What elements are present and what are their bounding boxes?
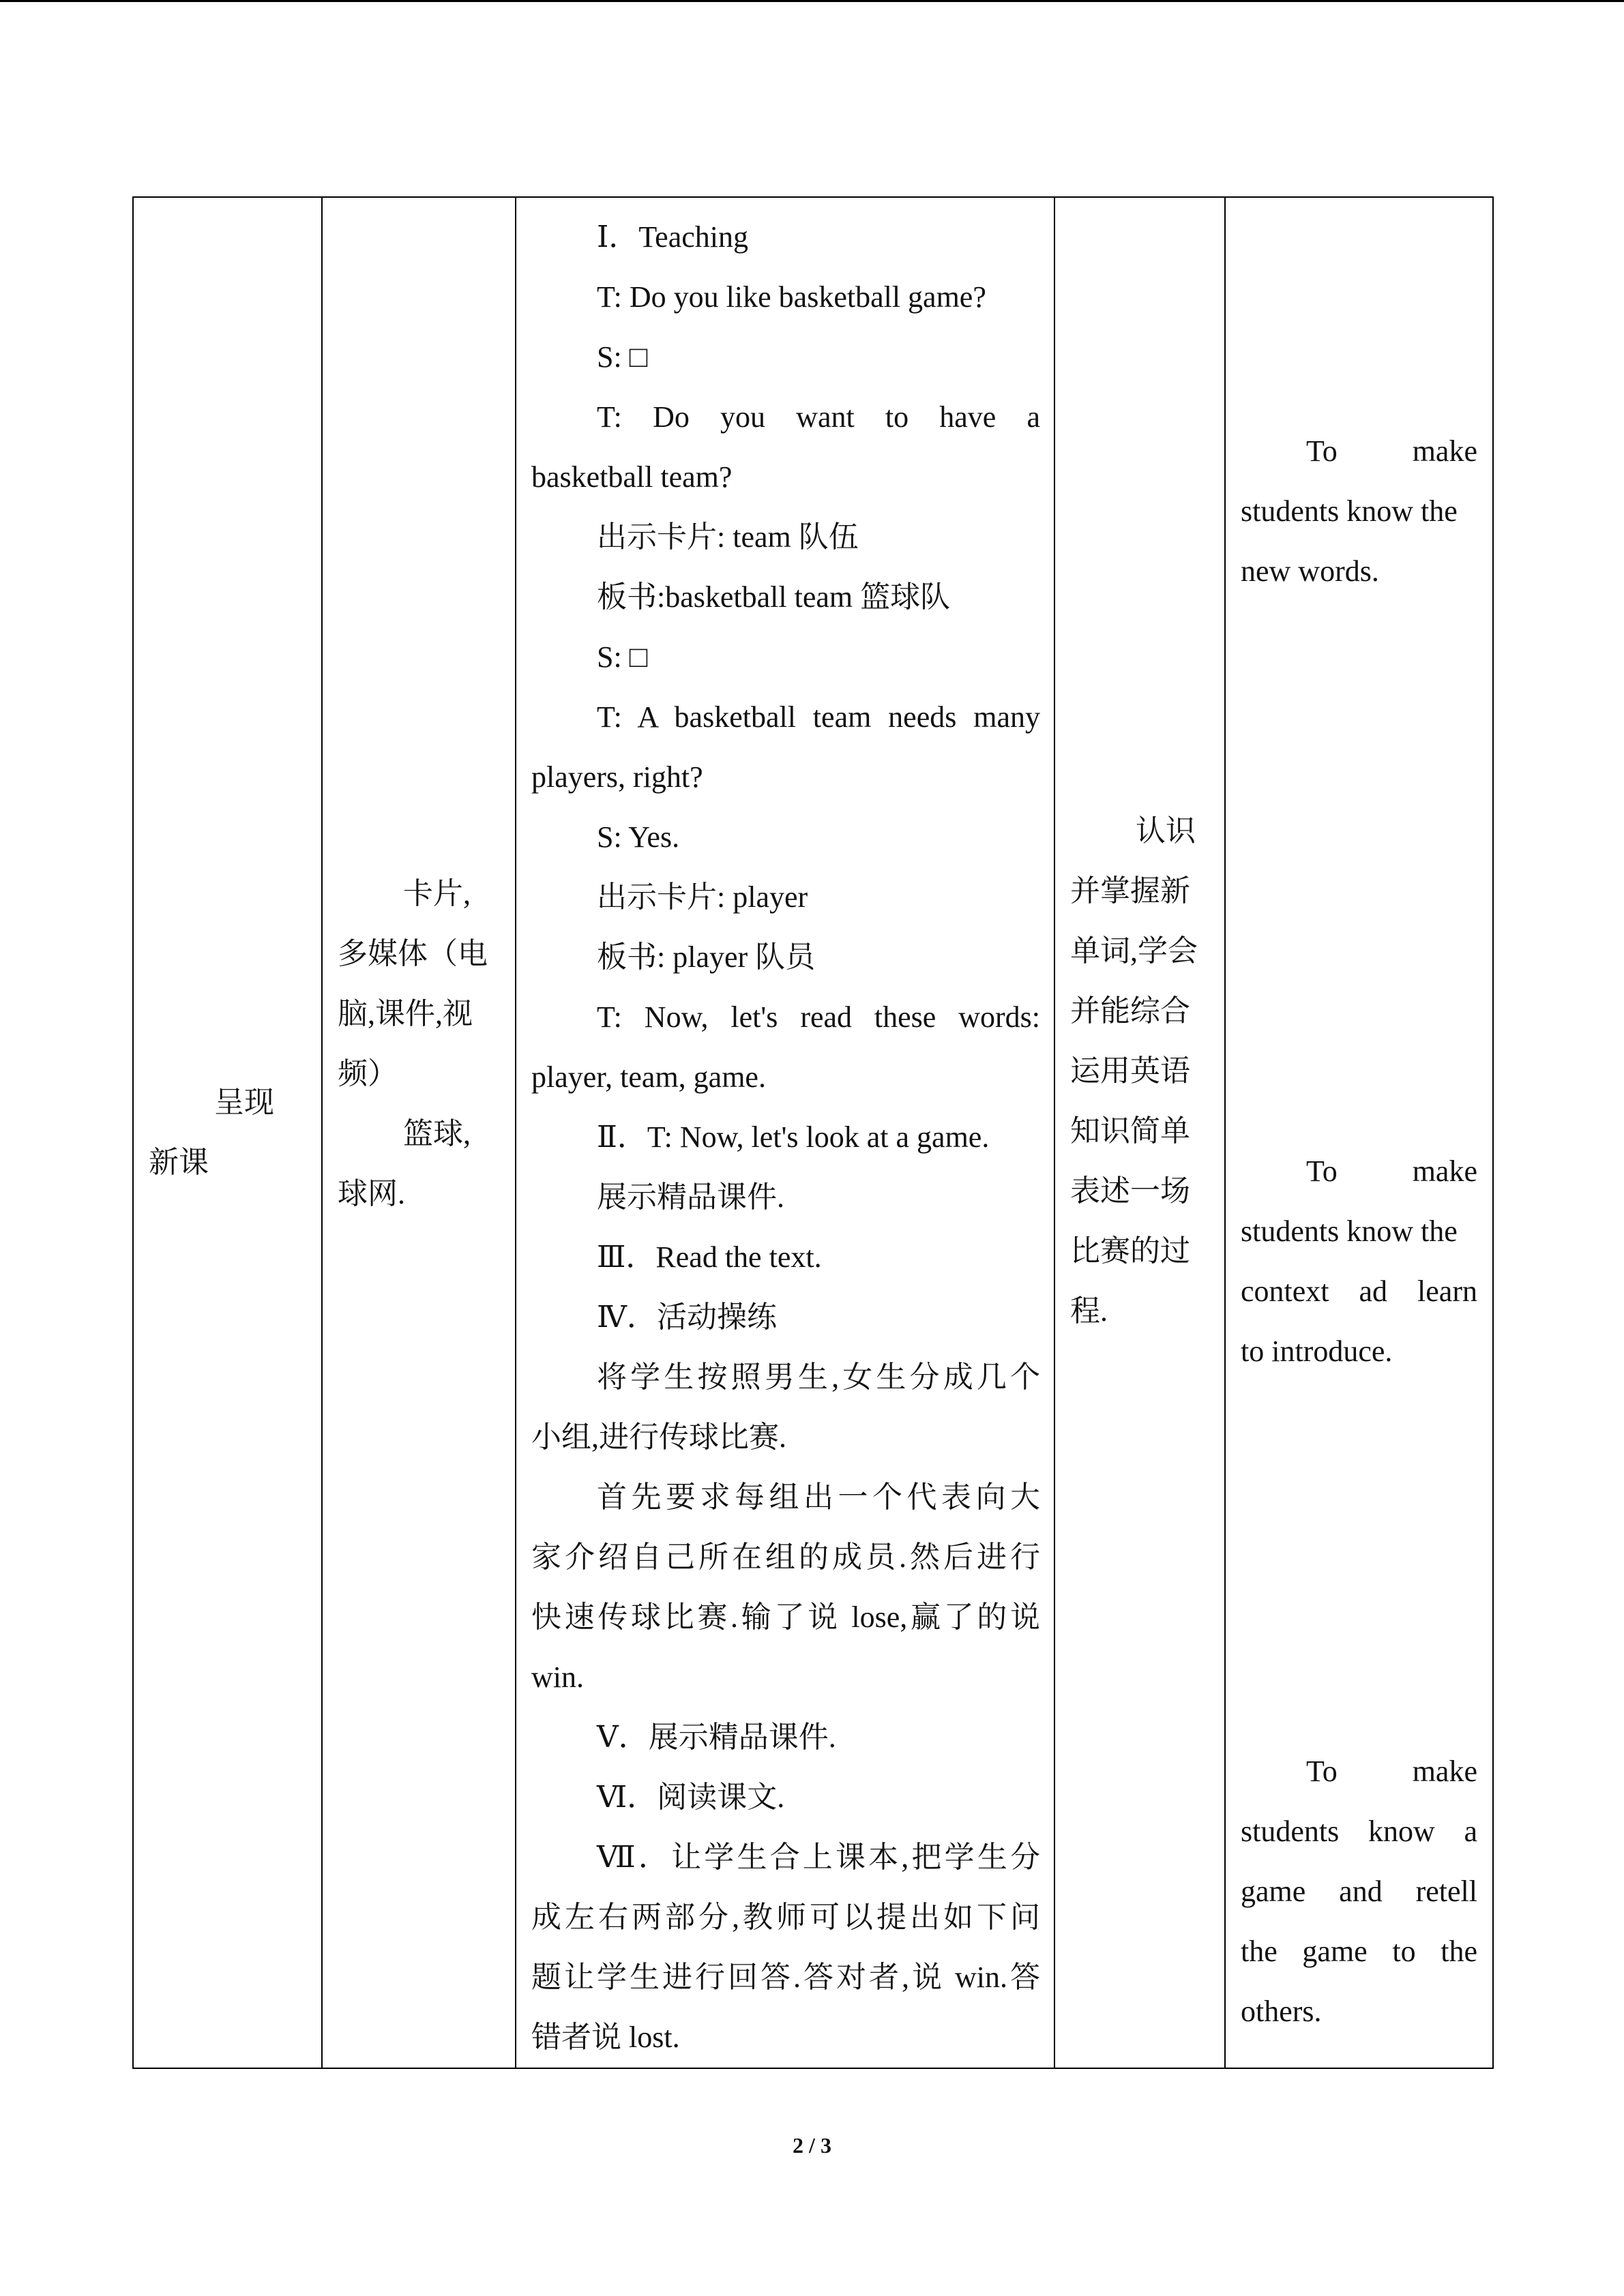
objective-line: To make [1306,1154,1477,1188]
aids-line: 篮球, [403,1117,471,1150]
process-line: 展示精品课件. [597,1180,784,1214]
intent-line: 程. [1070,1294,1108,1328]
intent-line: 并能综合 [1070,994,1190,1028]
objective-line: others. [1241,1995,1322,2028]
process-line: S: □ [597,640,648,674]
process-line: Ⅳ．活动操练 [597,1300,777,1334]
objective-line: the game to the [1241,1935,1477,1968]
objective-line: to introduce. [1241,1335,1393,1368]
process-line: Ⅱ．T: Now, let's look at a game. [597,1120,990,1154]
stage-line: 新课 [149,1146,209,1179]
process-line: win. [531,1660,584,1694]
aids-line: 多媒体（电 [338,937,488,970]
process-line: T: Now, let's read these words: [597,1000,1040,1034]
intent-line: 并掌握新 [1070,874,1190,908]
process-line: Ⅶ．让学生合上课本,把学生分 [597,1840,1040,1874]
objective-block [1241,1742,1477,2042]
process-line: 出示卡片: team 队伍 [597,520,859,554]
process-line: 小组,进行传球比赛. [531,1420,786,1454]
process-line: Ⅴ．展示精品课件. [597,1720,836,1754]
intent-line: 认识 [1136,814,1196,848]
process-line: player, team, game. [531,1060,766,1094]
stage-cell [133,197,322,2068]
process-line: Ⅵ．阅读课文. [597,1780,785,1814]
objective-line: students know the [1241,1214,1458,1248]
intent-line: 知识简单 [1070,1114,1190,1148]
process-line: 首先要求每组出一个代表向大 [597,1480,1040,1514]
aids-line: 卡片, [403,877,471,910]
objective-line: To make [1306,1755,1477,1788]
teaching-process-cell [516,197,1054,2068]
process-line: T: Do you want to have a [597,400,1040,434]
process-line: 快速传球比赛.输了说 lose,赢了的说 [531,1600,1040,1634]
process-line: players, right? [531,760,703,794]
process-line: 板书:basketball team 篮球队 [597,580,951,614]
process-line: 出示卡片: player [597,880,808,914]
teaching-aids-cell [322,197,516,2068]
process-line: 板书: player 队员 [597,940,816,974]
stage-line: 呈现 [214,1086,274,1119]
process-line: basketball team? [531,460,733,494]
top-border-line [0,0,1624,2]
process-line: Ⅲ．Read the text. [597,1240,822,1274]
process-line: T: Do you like basketball game? [597,280,986,314]
intent-line: 运用英语 [1070,1054,1190,1088]
lesson-plan-table [132,196,1494,2069]
page-number: 2 / 3 [793,2133,831,2158]
objective-line: students know the [1241,494,1458,528]
objective-block [1241,1142,1477,1382]
design-intent-cell [1054,197,1225,2068]
objectives-cell [1225,197,1493,2068]
objective-line: game and retell [1241,1875,1477,1908]
intent-line: 表述一场 [1070,1174,1190,1208]
process-line: T: A basketball team needs many [597,700,1040,734]
process-line: 家介绍自己所在组的成员.然后进行 [531,1540,1040,1574]
objective-line: context ad learn [1241,1274,1477,1308]
intent-line: 单词,学会 [1070,934,1198,968]
process-line: 成左右两部分,教师可以提出如下问 [531,1900,1040,1934]
process-line: 错者说 lost. [531,2021,680,2054]
aids-line: 脑,课件,视 [338,997,473,1030]
aids-line: 球网. [338,1177,405,1210]
objective-line: To make [1306,434,1477,468]
process-line: 将学生按照男生,女生分成几个 [597,1360,1040,1394]
process-line: S: □ [597,340,648,374]
aids-line: 频） [338,1057,398,1090]
process-line: S: Yes. [597,820,680,854]
objective-block [1241,421,1477,601]
table-row [133,197,1493,2068]
process-line: Ⅰ．Teaching [597,220,748,254]
process-line: 题让学生进行回答.答对者,说 win.答 [531,1960,1040,1994]
process-text [516,198,1054,2068]
intent-line: 比赛的过 [1070,1234,1190,1268]
objective-line: students know a [1241,1815,1477,1848]
objective-line: new words. [1241,554,1379,588]
